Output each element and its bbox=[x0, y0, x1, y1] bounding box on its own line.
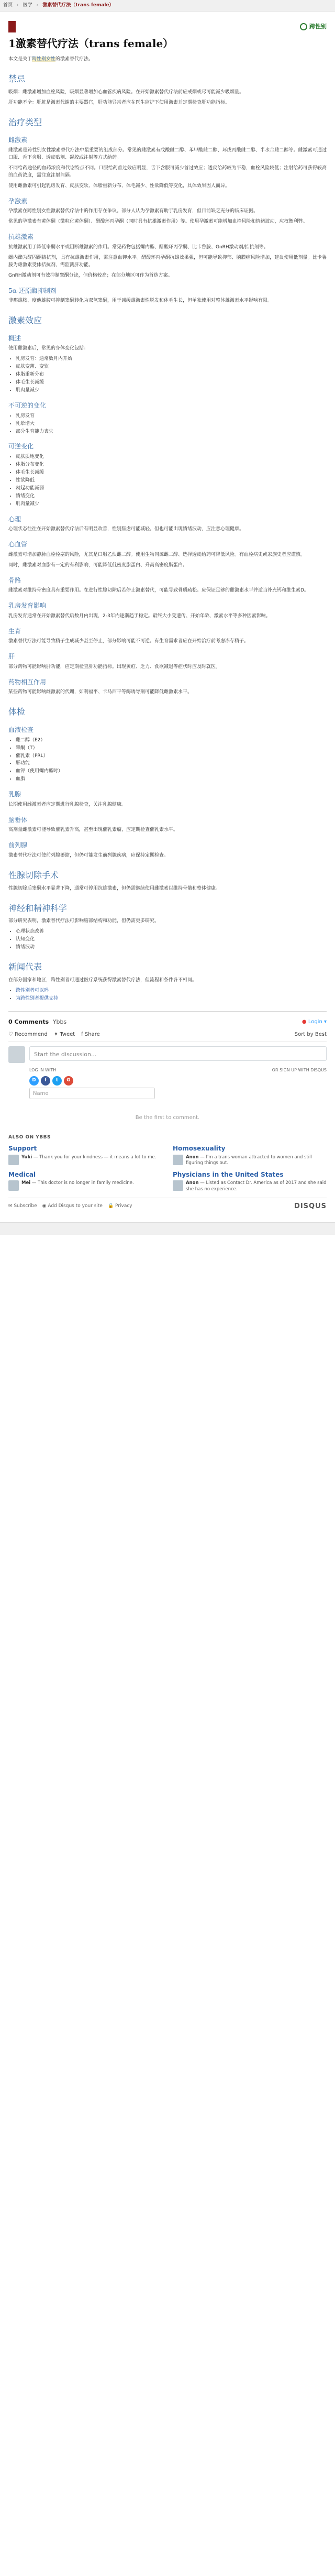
comments-section bbox=[8, 1011, 327, 1215]
paragraph: 螺内酯为醛固酮拮抗剂，具有抗雄激素作用，需注意血钾水平。醋酸环丙孕酮抗雄效果强，但可能导致抑郁、脑膜瘤风险增加，建议使用低剂量。比卡鲁胺为雄激素受体拮抗剂，需监测肝功能。 bbox=[8, 255, 327, 268]
list-item: • 情绪变化 bbox=[16, 493, 327, 500]
list-item: • 睾酮（T） bbox=[16, 745, 327, 752]
subsection-heading: 乳房发育影响 bbox=[8, 602, 47, 610]
commenter-name: Anon bbox=[186, 1154, 199, 1160]
list-item: • 认知变化 bbox=[16, 936, 327, 944]
bottom-bar bbox=[0, 1222, 335, 1235]
paragraph: 雌激素对维持骨密度具有重要作用。在进行性腺切除后若停止激素替代，可能导致骨质疏松。应保证足够的雌激素水平并适当补充钙和维生素D。 bbox=[8, 588, 309, 594]
related-discussion-excerpt: Anon — Listed as Contact Dr. America as of 2017 and she said she has no experience. bbox=[186, 1180, 327, 1192]
paragraph: 某些药物可能影响雌激素的代谢，如利福平、卡马西平等酶诱导剂可能降低雌激素水平。 bbox=[8, 689, 193, 695]
content-section bbox=[8, 961, 327, 1003]
subsection-heading: 生育 bbox=[8, 627, 21, 635]
related-discussion-meta bbox=[8, 1155, 162, 1165]
article-body bbox=[8, 73, 327, 1003]
add-disqus-link[interactable] bbox=[42, 1203, 103, 1210]
bullet-list bbox=[16, 356, 327, 394]
subsection-heading: 不可逆的变化 bbox=[8, 402, 47, 410]
bullet-list bbox=[16, 454, 327, 508]
article bbox=[0, 12, 335, 1215]
brand-text: 跨性别 bbox=[309, 23, 327, 30]
login-button[interactable]: ● Login ▾ bbox=[302, 1018, 327, 1025]
related-discussion-card[interactable] bbox=[173, 1144, 327, 1167]
list-item: • 性欲降低 bbox=[16, 477, 327, 485]
list-item bbox=[16, 988, 327, 995]
subsection-heading: 孕激素 bbox=[8, 197, 28, 205]
commenter-name: Anon bbox=[186, 1180, 199, 1186]
sort-dropdown[interactable]: Sort by Best bbox=[294, 1031, 327, 1037]
related-discussion-meta bbox=[8, 1180, 162, 1191]
list-item: • 勃起功能减弱 bbox=[16, 485, 327, 492]
commenter-name: Mei bbox=[21, 1180, 31, 1186]
facebook-login-icon[interactable]: f bbox=[41, 1076, 50, 1086]
content-section bbox=[8, 706, 327, 860]
notification-dot-icon: ● bbox=[302, 1018, 307, 1025]
paragraph: 使用雌激素后，常见的身体变化包括： bbox=[8, 346, 89, 352]
subsection-heading: 可逆变化 bbox=[8, 443, 34, 451]
bullet-list bbox=[16, 737, 327, 784]
login-with-label: LOG IN WITH bbox=[29, 1068, 57, 1073]
list-item: • 血脂 bbox=[16, 776, 327, 783]
paragraph: 使用雌激素可引起乳房发育、皮肤变软、体脂重新分布、体毛减少、性欲降低等变化，具体效果因人而异。 bbox=[8, 183, 230, 189]
content-section bbox=[8, 116, 327, 305]
nav-home-link[interactable]: 首页 bbox=[3, 2, 13, 8]
related-link[interactable]: 跨性别者可以吗 bbox=[16, 988, 49, 993]
comments-footer bbox=[8, 1198, 327, 1215]
section-heading: 神经和精神科学 bbox=[8, 903, 68, 913]
share-label: Share bbox=[84, 1031, 100, 1037]
avatar bbox=[8, 1046, 25, 1063]
avatar bbox=[8, 1155, 19, 1165]
tweet-button[interactable] bbox=[54, 1031, 75, 1039]
related-discussion-card[interactable] bbox=[8, 1144, 162, 1167]
subsection-heading: 抗雄激素 bbox=[8, 233, 34, 241]
related-discussion-meta bbox=[173, 1180, 327, 1192]
disqus-brand: DISQUS bbox=[294, 1202, 327, 1211]
paragraph: 在部分国家和地区，跨性别者可通过医疗系统获得激素替代疗法，但流程和条件各不相同。 bbox=[8, 977, 197, 983]
nav-separator: › bbox=[36, 2, 39, 8]
list-item bbox=[16, 995, 327, 1003]
login-label: Login bbox=[308, 1018, 322, 1025]
add-disqus-label: Add Disqus to your site bbox=[48, 1203, 103, 1209]
subsection-heading: 乳腺 bbox=[8, 791, 21, 798]
paragraph: 部分研究表明，激素替代疗法可影响脑部结构和功能，但仍需更多研究。 bbox=[8, 918, 160, 924]
subsection-heading: 雌激素 bbox=[8, 136, 28, 144]
comments-toolbar bbox=[8, 1031, 327, 1043]
google-login-icon[interactable]: G bbox=[64, 1076, 73, 1086]
related-discussion-excerpt: Yuki — Thank you for your kindness — it means a lot to me. bbox=[21, 1154, 157, 1160]
paragraph: 心理状态往往在开始激素替代疗法后有明显改善，性别焦虑可能减轻。但也可能出现情绪波动，应注意心理健康。 bbox=[8, 527, 244, 532]
comments-header bbox=[8, 1017, 327, 1026]
section-heading: 激素效应 bbox=[8, 315, 42, 326]
paragraph: 部分药物可能影响肝功能，应定期检查肝功能指标。出现黄疸、乏力、食欲减退等症状时应及时就医。 bbox=[8, 664, 221, 670]
list-item: • 乳房发育：通常数月内开始 bbox=[16, 356, 327, 363]
notice-link[interactable]: 跨性别女性 bbox=[32, 57, 56, 62]
subsection-heading: 血液检查 bbox=[8, 726, 34, 734]
section-heading: 禁忌 bbox=[8, 73, 26, 84]
list-item: • 乳房发育 bbox=[16, 413, 327, 420]
heart-icon: ♡ bbox=[8, 1031, 15, 1037]
related-discussion-excerpt: Mei — This doctor is no longer in family medicine. bbox=[21, 1180, 134, 1186]
avatar bbox=[173, 1180, 183, 1191]
section-heading: 治疗类型 bbox=[8, 117, 42, 127]
paragraph: 高剂量雌激素可能导致催乳素升高，甚至出现催乳素瘤，应定期检查催乳素水平。 bbox=[8, 827, 178, 833]
subsection-heading: 药物相互作用 bbox=[8, 678, 47, 686]
commenter-name: Yuki bbox=[21, 1154, 32, 1160]
tweet-label: Tweet bbox=[60, 1031, 75, 1037]
disqus-login-icon[interactable]: D bbox=[29, 1076, 39, 1086]
paragraph: 抗雄激素用于降低睾酮水平或阻断雄激素的作用。常见药物包括螺内酯、醋酸环丙孕酮、比卡鲁胺、GnRH激动剂/拮抗剂等。 bbox=[8, 244, 269, 250]
list-item: • 部分生育能力丧失 bbox=[16, 429, 327, 436]
paragraph: 孕激素在跨性别女性激素替代疗法中的作用存在争议。部分人认为孕激素有助于乳房发育，但目前缺乏充分的临床证据。 bbox=[8, 209, 259, 214]
avatar bbox=[8, 1180, 19, 1191]
subsection-heading: 心理 bbox=[8, 515, 21, 523]
list-item: • 肌肉量减少 bbox=[16, 501, 327, 508]
subsection-heading: 5α-还原酶抑制剂 bbox=[8, 287, 57, 294]
recommend-label: Recommend bbox=[15, 1031, 48, 1037]
bullet-list bbox=[16, 928, 327, 951]
list-item: • 心理状态改善 bbox=[16, 928, 327, 936]
nav-medicine-link[interactable]: 医学 bbox=[23, 2, 32, 8]
paragraph: 乳房发育通常在开始激素替代后数月内出现，2-3年内逐渐趋于稳定。最终大小受遗传、开始年龄、激素水平等多种因素影响。 bbox=[8, 613, 271, 619]
article-notice bbox=[8, 56, 327, 63]
subsection-heading: 肝 bbox=[8, 653, 15, 661]
paragraph: 雌激素是跨性别女性激素替代疗法中最重要的组成部分。常见的雌激素有戊酸雌二醇、苯甲酸雌二醇、环戊丙酸雌二醇、半水合雌二醇等。雌激素可通过口服、舌下含服、透皮贴剂、凝胶或注射等方式给药。 bbox=[8, 148, 327, 160]
privacy-label: Privacy bbox=[115, 1203, 132, 1209]
subsection-heading: 前列腺 bbox=[8, 841, 28, 849]
list-item: • 体毛生长减缓 bbox=[16, 469, 327, 477]
notice-suffix: 的激素替代疗法。 bbox=[55, 57, 94, 62]
related-discussion-excerpt: Anon — I'm a trans woman attracted to women and still figuring things out. bbox=[186, 1154, 312, 1166]
list-item: • 皮肤变薄、变软 bbox=[16, 364, 327, 371]
list-item: • 情绪波动 bbox=[16, 944, 327, 951]
paragraph: 肝功能不全：肝脏是激素代谢的主要器官，肝功能异常者应在医生监护下使用激素并定期检查肝功能指标。 bbox=[8, 100, 230, 105]
comment-excerpt: Thank you for your kindness — it means a lot to me. bbox=[39, 1154, 157, 1160]
content-section bbox=[8, 869, 327, 893]
section-heading: 性腺切除手术 bbox=[8, 870, 59, 880]
subsection-heading: 骨骼 bbox=[8, 576, 21, 584]
related-discussion-meta bbox=[173, 1155, 327, 1167]
signup-label: OR SIGN UP WITH DISQUS bbox=[272, 1068, 327, 1073]
subsection-heading: 脑垂体 bbox=[8, 816, 28, 824]
notice-prefix: 本文是关于 bbox=[8, 57, 32, 62]
brand-badge bbox=[300, 22, 327, 31]
paragraph: 常见的孕激素有黄体酮（微粒化黄体酮）、醋酸环丙孕酮（同时具有抗雄激素作用）等。使用孕激素可能增加血栓风险和情绪波动，应权衡利弊。 bbox=[8, 219, 308, 225]
recommend-button[interactable] bbox=[8, 1031, 48, 1039]
section-heading: 体检 bbox=[8, 707, 26, 717]
also-on-title: ALSO ON YBBS bbox=[8, 1135, 51, 1141]
lock-icon: 🔒 bbox=[107, 1203, 116, 1209]
list-item: • 血钾（使用螺内酯时） bbox=[16, 768, 327, 775]
nav-separator: › bbox=[17, 2, 19, 8]
comment-excerpt: I'm a trans woman attracted to women and still figuring things out. bbox=[186, 1154, 312, 1166]
twitter-icon: ✦ bbox=[53, 1031, 60, 1037]
list-item: • 肝功能 bbox=[16, 760, 327, 768]
list-item: • 乳晕增大 bbox=[16, 421, 327, 428]
list-item: • 雌二醇（E2） bbox=[16, 737, 327, 744]
related-discussion-card[interactable] bbox=[173, 1170, 327, 1193]
comments-site-name: Ybbs bbox=[52, 1018, 67, 1025]
mail-icon: ✉ bbox=[8, 1203, 14, 1209]
also-on-section bbox=[8, 1134, 327, 1192]
social-login-buttons bbox=[29, 1076, 327, 1086]
section-heading: 新闻代表 bbox=[8, 962, 42, 972]
paragraph: 激素替代疗法可使前列腺萎缩，但仍可能发生前列腺疾病，应保持定期检查。 bbox=[8, 852, 169, 858]
list-item: • 催乳素（PRL） bbox=[16, 753, 327, 760]
disqus-icon: ◉ bbox=[42, 1203, 48, 1209]
related-discussion-card[interactable] bbox=[8, 1170, 162, 1193]
paragraph: 吸烟：雌激素增加血栓风险，吸烟显著增加心血管疾病风险。在开始激素替代疗法前应戒烟或尽可能减少吸烟量。 bbox=[8, 89, 244, 95]
top-navigation-bar bbox=[0, 0, 335, 12]
paragraph: 不同给药途径的血药浓度和代谢特点不同。口服给药首过效应明显，舌下含服可减少首过效应；透皮给药较为平稳，血栓风险较低；注射给药可获得较高的血药浓度，需注意注射间隔。 bbox=[8, 165, 327, 178]
list-item: • 皮肤质地变化 bbox=[16, 454, 327, 461]
list-item: • 体脂分布变化 bbox=[16, 462, 327, 469]
comment-count: 0 Comments bbox=[8, 1018, 49, 1025]
comment-excerpt: Listed as Contact Dr. America as of 2017 and she said she has no experience. bbox=[186, 1180, 327, 1192]
related-discussion-title[interactable]: Physicians in the United States bbox=[173, 1170, 284, 1178]
paragraph: 非那雄胺、度他雄胺可抑制睾酮转化为双氢睾酮，用于减缓雄激素性脱发和体毛生长，但单独使用对整体雄激素水平影响有限。 bbox=[8, 298, 273, 304]
paragraph: 长期使用雌激素者应定期进行乳腺检查，关注乳腺健康。 bbox=[8, 802, 127, 807]
content-section bbox=[8, 314, 327, 696]
bullet-list bbox=[16, 413, 327, 436]
avatar bbox=[173, 1155, 183, 1165]
related-link[interactable]: 为跨性别者提供支持 bbox=[16, 995, 59, 1001]
privacy-link[interactable] bbox=[108, 1203, 132, 1210]
subsection-heading: 心血管 bbox=[8, 541, 28, 549]
subscribe-link[interactable] bbox=[8, 1203, 37, 1210]
page-title: 1激素替代疗法（trans female） bbox=[8, 37, 174, 50]
comment-composer bbox=[8, 1046, 327, 1063]
paragraph: 激素替代疗法可能导致精子生成减少甚至停止，部分影响可能不可逆。有生育需求者应在开始治疗前考虑冻存精子。 bbox=[8, 639, 249, 644]
site-logo[interactable] bbox=[8, 21, 16, 32]
list-item: • 体脂重新分布 bbox=[16, 371, 327, 379]
name-input[interactable]: Name bbox=[29, 1088, 155, 1099]
share-icon: f bbox=[81, 1031, 85, 1037]
comment-input[interactable]: Start the discussion... bbox=[29, 1046, 327, 1061]
related-discussion-title[interactable]: Homosexuality bbox=[173, 1145, 226, 1153]
header-row bbox=[8, 21, 327, 32]
comment-excerpt: This doctor is no longer in family medicine. bbox=[38, 1180, 134, 1186]
subscribe-label: Subscribe bbox=[14, 1203, 37, 1209]
nav-current-page: 激素替代疗法（trans female） bbox=[42, 2, 114, 8]
login-options bbox=[29, 1067, 327, 1073]
content-section bbox=[8, 73, 327, 107]
list-item: • 肌肉量减少 bbox=[16, 387, 327, 394]
paragraph: 雌激素可增加静脉血栓栓塞的风险，尤其是口服乙炔雌二醇。使用生物同源雌二醇、选择透皮给药可降低风险。有血栓病史或家族史者应谨慎。 bbox=[8, 552, 306, 557]
related-discussion-title[interactable]: Support bbox=[8, 1145, 37, 1153]
also-on-grid bbox=[8, 1144, 327, 1192]
content-section bbox=[8, 902, 327, 952]
share-button[interactable] bbox=[81, 1031, 100, 1039]
paragraph: 性腺切除后睾酮水平显著下降，通常可停用抗雄激素，但仍需继续使用雌激素以维持骨骼和整体健康。 bbox=[8, 885, 221, 891]
list-item: • 体毛生长减缓 bbox=[16, 379, 327, 387]
twitter-login-icon[interactable]: t bbox=[52, 1076, 62, 1086]
paragraph: 同时，雌激素对血脂有一定的有利影响，可能降低低密度脂蛋白、升高高密度脂蛋白。 bbox=[8, 562, 188, 568]
brand-logo-icon bbox=[300, 23, 307, 30]
paragraph: GnRH激动剂可有效抑制睾酮分泌，但价格较高；在部分地区可作为首选方案。 bbox=[8, 272, 173, 278]
subsection-heading: 概述 bbox=[8, 334, 21, 342]
related-discussion-title[interactable]: Medical bbox=[8, 1170, 36, 1178]
link-list bbox=[16, 988, 327, 1003]
empty-comments-message: Be the first to comment. bbox=[135, 1114, 200, 1121]
